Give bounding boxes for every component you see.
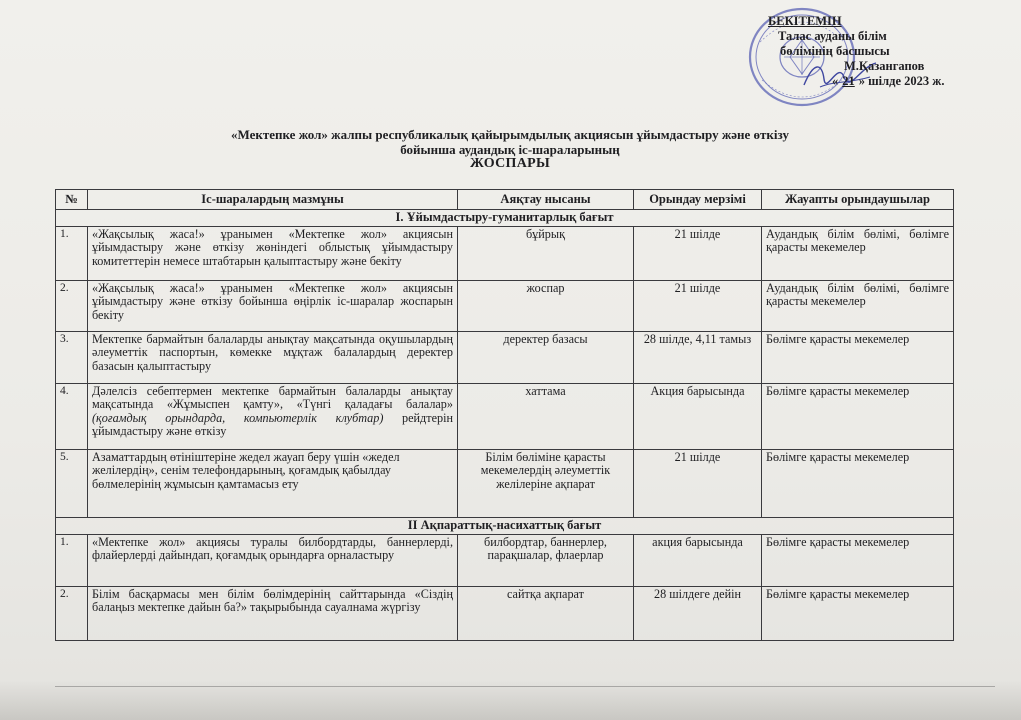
row-form: Білім бөліміне қарасты мекемелердің әлеуметтік желілеріне ақпарат xyxy=(458,450,634,518)
row-num: 3. xyxy=(56,332,88,384)
table-header-row xyxy=(56,190,954,210)
title-line-3: ЖОСПАРЫ xyxy=(469,156,551,171)
row-event-text-2: рейдтерін ұйымдастыру және өткізу xyxy=(92,410,453,439)
row-form: бұйрық xyxy=(458,227,634,281)
row-date: 28 шілдеге дейін xyxy=(634,587,762,641)
approval-line-3: бөлімінің басшысы xyxy=(780,44,890,58)
section-title: II Ақпараттық-насихаттық бағыт xyxy=(56,518,954,535)
page-shadow xyxy=(0,680,1021,720)
row-date: 21 шілде xyxy=(634,281,762,332)
row-num: 1. xyxy=(56,227,88,281)
row-num: 4. xyxy=(56,384,88,450)
table-row xyxy=(56,384,954,450)
row-date: 21 шілде xyxy=(634,227,762,281)
header-date: Орындау мерзімі xyxy=(634,190,762,210)
section-row xyxy=(56,518,954,535)
row-event: «Мектепке жол» акциясы туралы билбордтарды, баннерлерді, флайерлерді дайындап, қоғамдық орындарға орналастыру xyxy=(88,535,458,587)
row-num: 5. xyxy=(56,450,88,518)
approval-heading: БЕКІТЕМІН xyxy=(768,14,842,28)
date-prefix: « xyxy=(832,74,839,88)
section-title: I. Ұйымдастыру-гуманитарлық бағыт xyxy=(56,210,954,227)
row-event-italic: (қоғамдық орындарда, компьютерлік клубтар) xyxy=(92,410,384,425)
row-event: Білім басқармасы мен білім бөлімдерінің сайттарында «Сіздің балаңыз мектепке дайын ба?» тақырыбында сауалнама жүргізу xyxy=(88,587,458,641)
row-form: жоспар xyxy=(458,281,634,332)
row-responsible: Аудандық білім бөлімі, бөлімге қарасты мекемелер xyxy=(762,281,954,332)
row-form: деректер базасы xyxy=(458,332,634,384)
row-responsible: Бөлімге қарасты мекемелер xyxy=(762,384,954,450)
table-row xyxy=(56,281,954,332)
approval-line-2: Талас ауданы білім xyxy=(778,29,887,43)
row-responsible: Бөлімге қарасты мекемелер xyxy=(762,450,954,518)
table-row xyxy=(56,587,954,641)
document-title xyxy=(150,128,870,172)
row-form: сайтқа ақпарат xyxy=(458,587,634,641)
approval-signer: М.Қазангапов xyxy=(844,59,925,73)
row-date: 21 шілде xyxy=(634,450,762,518)
row-form: хаттама xyxy=(458,384,634,450)
row-responsible: Аудандық білім бөлімі, бөлімге қарасты мекемелер xyxy=(762,227,954,281)
row-date: Акция барысында xyxy=(634,384,762,450)
row-event: «Жақсылық жаса!» ұранымен «Мектепке жол» акциясын ұйымдастыру және өткізу бойынша өңірлік іс-шаралар жоспарын бекіту xyxy=(88,281,458,332)
approval-block xyxy=(740,14,1000,89)
header-responsible: Жауапты орындаушылар xyxy=(762,190,954,210)
row-event: Азаматтардың өтініштеріне жедел жауап беру үшін «жедел желілердің», сенім телефондарының, қоғамдық қабылдау бөлмелерінің жұмысын қамтамасыз ету xyxy=(88,450,458,518)
approval-date xyxy=(740,74,1000,89)
section-row xyxy=(56,210,954,227)
row-num: 2. xyxy=(56,587,88,641)
table-row xyxy=(56,227,954,281)
title-line-1: «Мектепке жол» жалпы республикалық қайырымдылық акциясын ұйымдастыру және өткізу xyxy=(231,127,789,142)
table-row xyxy=(56,332,954,384)
row-event: «Жақсылық жаса!» ұранымен «Мектепке жол» акциясын ұйымдастыру және өткізу жөніндегі облыстық ұйымдастыру комитеттерін немесе штабтарын қалыптастыру және бекіту xyxy=(88,227,458,281)
header-num: № xyxy=(56,190,88,210)
row-responsible: Бөлімге қарасты мекемелер xyxy=(762,535,954,587)
row-responsible: Бөлімге қарасты мекемелер xyxy=(762,587,954,641)
row-event-text-1: Дәлелсіз себептермен мектепке бармайтын балаларды анықтау мақсатында «Жұмыспен қамту», «Түнгі қаладағы балалар» xyxy=(92,384,453,412)
row-event: Мектепке бармайтын балаларды анықтау мақсатында оқушылардың әлеуметтік паспортын, көмекке мұқтаж балалардың деректер базасын қалыптастыру xyxy=(88,332,458,384)
title-line-2: бойынша аудандық іс-шараларының xyxy=(400,141,620,157)
plan-table xyxy=(55,189,954,641)
table-row xyxy=(56,450,954,518)
row-num: 1. xyxy=(56,535,88,587)
date-suffix: » шілде 2023 ж. xyxy=(858,74,945,88)
table-row xyxy=(56,535,954,587)
row-responsible: Бөлімге қарасты мекемелер xyxy=(762,332,954,384)
date-day: 21 xyxy=(842,74,855,88)
header-form: Аяқтау нысаны xyxy=(458,190,634,210)
row-num: 2. xyxy=(56,281,88,332)
header-event: Іс-шаралардың мазмұны xyxy=(88,190,458,210)
row-event xyxy=(88,384,458,450)
row-form: билбордтар, баннерлер, парақшалар, флаерлар xyxy=(458,535,634,587)
row-date: акция барысында xyxy=(634,535,762,587)
row-date: 28 шілде, 4,11 тамыз xyxy=(634,332,762,384)
